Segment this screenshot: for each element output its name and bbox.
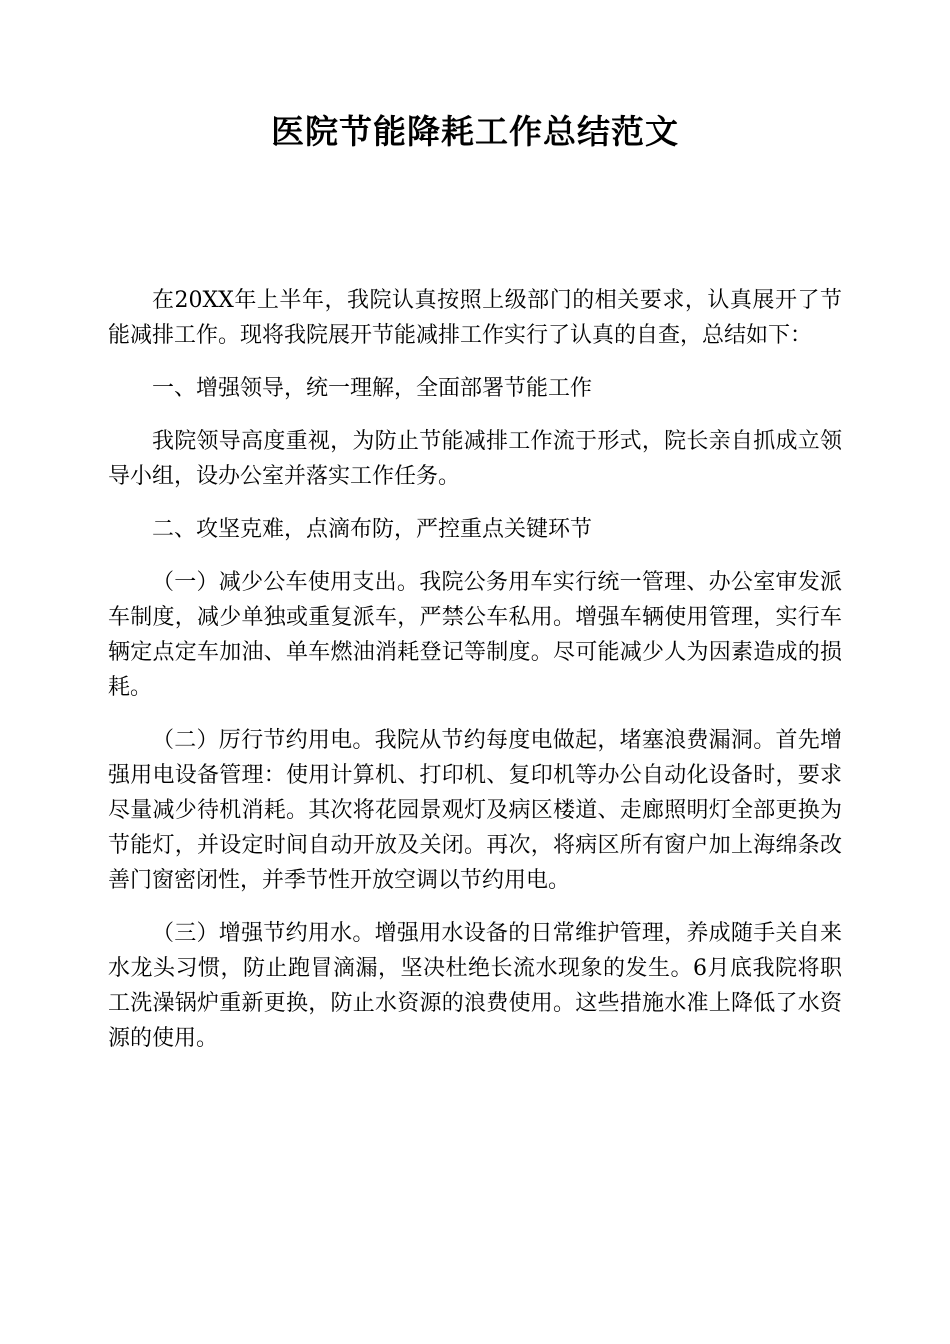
body-paragraph: （三）增强节约用水。增强用水设备的日常维护管理，养成随手关自来水龙头习惯，防止跑冒滴漏，坚决杜绝长流水现象的发生。6月底我院将职工洗澡锅炉重新更换，防止水资源的浪费使用。这些措施水准上降低了水资源的使用。 [108,921,842,1051]
body-paragraph: （一）减少公车使用支出。我院公务用车实行统一管理、办公室审发派车制度，减少单独或重复派车，严禁公车私用。增强车辆使用管理，实行车辆定点定车加油、单车燃油消耗登记等制度。尽可能减少人为因素造成的损耗。 [108,570,842,700]
body-paragraph: （二）厉行节约用电。我院从节约每度电做起，堵塞浪费漏洞。首先增强用电设备管理：使用计算机、打印机、复印机等办公自动化设备时，要求尽量减少待机消耗。其次将花园景观灯及病区楼道、走廊照明灯全部更换为节能灯，并设定时间自动开放及关闭。再次，将病区所有窗户加上海绵条改善门窗密闭性，并季节性开放空调以节约用电。 [108,728,842,893]
document-title: 医院节能降耗工作总结范文 [271,112,679,151]
document-body [108,283,842,1074]
section-heading-1: 一、增强领导，统一理解，全面部署节能工作 [152,376,593,401]
body-paragraph: 我院领导高度重视，为防止节能减排工作流于形式，院长亲自抓成立领导小组，设办公室并落实工作任务。 [108,429,842,489]
intro-paragraph: 在20XX年上半年，我院认真按照上级部门的相关要求，认真展开了节能减排工作。现将我院展开节能减排工作实行了认真的自查，总结如下： [108,288,842,348]
section-heading-2: 二、攻坚克难，点滴布防，严控重点关键环节 [152,517,593,542]
